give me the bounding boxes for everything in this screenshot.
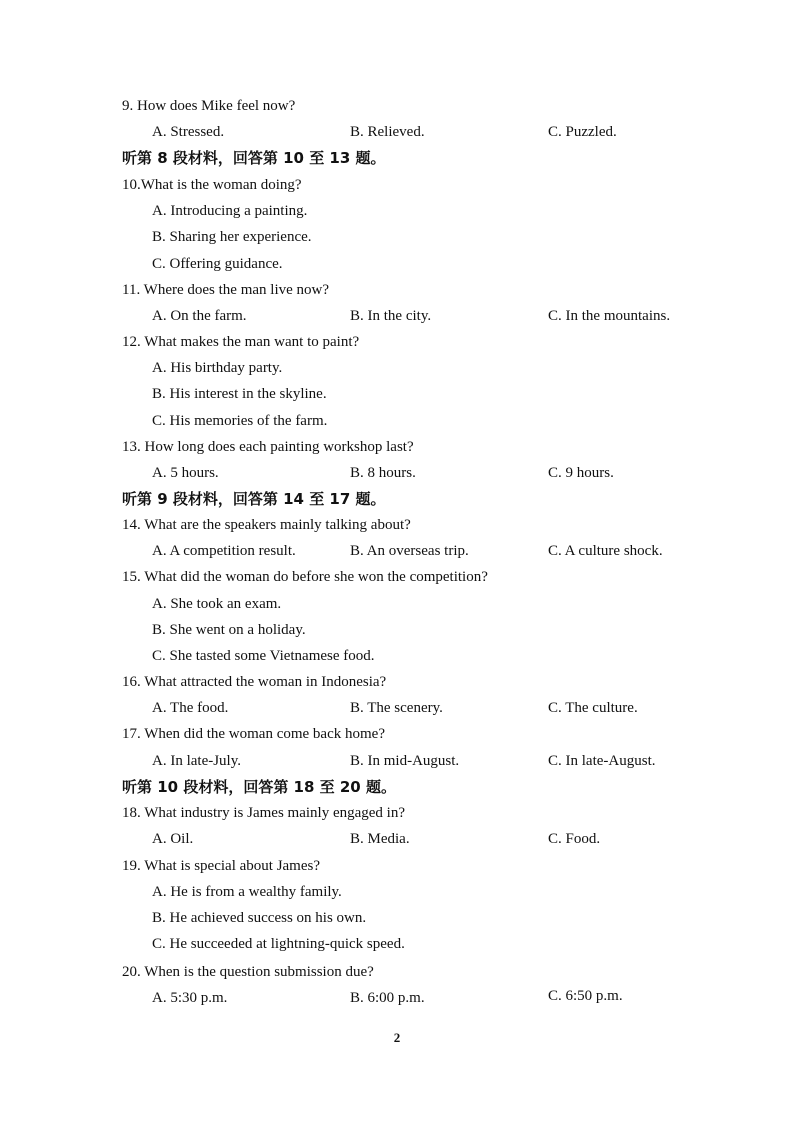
q14-option-a: A. A competition result. (152, 543, 296, 559)
q19-option-a: A. He is from a wealthy family. (152, 884, 342, 900)
q12-option-a: A. His birthday party. (152, 360, 283, 376)
q20-option-b: B. 6:00 p.m. (350, 990, 425, 1006)
q9-option-c: C. Puzzled. (548, 124, 617, 140)
q17-option-c: C. In late-August. (548, 753, 656, 769)
q17-option-b: B. In mid-August. (350, 753, 460, 769)
q14-option-c: C. A culture shock. (548, 543, 663, 559)
q12-option-c: C. His memories of the farm. (152, 413, 328, 429)
question-16: 16. What attracted the woman in Indonesia? (122, 674, 387, 690)
q20-option-c: C. 6:50 p.m. (548, 988, 623, 1004)
q9-option-b: B. Relieved. (350, 124, 425, 140)
question-10: 10.What is the woman doing? (122, 177, 302, 193)
q13-option-b: B. 8 hours. (350, 465, 416, 481)
q10-option-a: A. Introducing a painting. (152, 203, 308, 219)
question-17: 17. When did the woman come back home? (122, 726, 385, 742)
question-15: 15. What did the woman do before she won the competition? (122, 569, 488, 585)
question-13: 13. How long does each painting workshop last? (122, 439, 414, 455)
q18-option-b: B. Media. (350, 831, 410, 847)
q17-option-a: A. In late-July. (152, 753, 242, 769)
q20-option-a: A. 5:30 p.m. (152, 990, 228, 1006)
section-heading-9: 听第 9 段材料，回答第 14 至 17 题。 (122, 490, 386, 508)
question-12: 12. What makes the man want to paint? (122, 334, 360, 350)
q16-option-c: C. The culture. (548, 700, 638, 716)
q19-option-b: B. He achieved success on his own. (152, 910, 367, 926)
page-number: 2 (393, 1030, 401, 1045)
q16-option-a: A. The food. (152, 700, 229, 716)
q10-option-b: B. Sharing her experience. (152, 229, 312, 245)
q13-option-a: A. 5 hours. (152, 465, 219, 481)
question-20: 20. When is the question submission due? (122, 964, 374, 980)
q18-option-c: C. Food. (548, 831, 601, 847)
q11-option-c: C. In the mountains. (548, 308, 671, 324)
question-9: 9. How does Mike feel now? (122, 98, 296, 114)
question-11: 11. Where does the man live now? (122, 282, 330, 298)
q15-option-a: A. She took an exam. (152, 596, 282, 612)
q16-option-b: B. The scenery. (350, 700, 443, 716)
q11-option-b: B. In the city. (350, 308, 432, 324)
q13-option-c: C. 9 hours. (548, 465, 614, 481)
q15-option-c: C. She tasted some Vietnamese food. (152, 648, 375, 664)
q18-option-a: A. Oil. (152, 831, 194, 847)
q12-option-b: B. His interest in the skyline. (152, 386, 327, 402)
question-19: 19. What is special about James? (122, 858, 321, 874)
question-14: 14. What are the speakers mainly talking about? (122, 517, 411, 533)
q9-option-a: A. Stressed. (152, 124, 225, 140)
q10-option-c: C. Offering guidance. (152, 256, 283, 272)
section-heading-10: 听第 10 段材料，回答第 18 至 20 题。 (122, 778, 396, 796)
question-18: 18. What industry is James mainly engaged in? (122, 805, 406, 821)
q14-option-b: B. An overseas trip. (350, 543, 469, 559)
section-heading-8: 听第 8 段材料，回答第 10 至 13 题。 (122, 149, 386, 167)
q11-option-a: A. On the farm. (152, 308, 247, 324)
q15-option-b: B. She went on a holiday. (152, 622, 306, 638)
q19-option-c: C. He succeeded at lightning-quick speed. (152, 936, 405, 952)
